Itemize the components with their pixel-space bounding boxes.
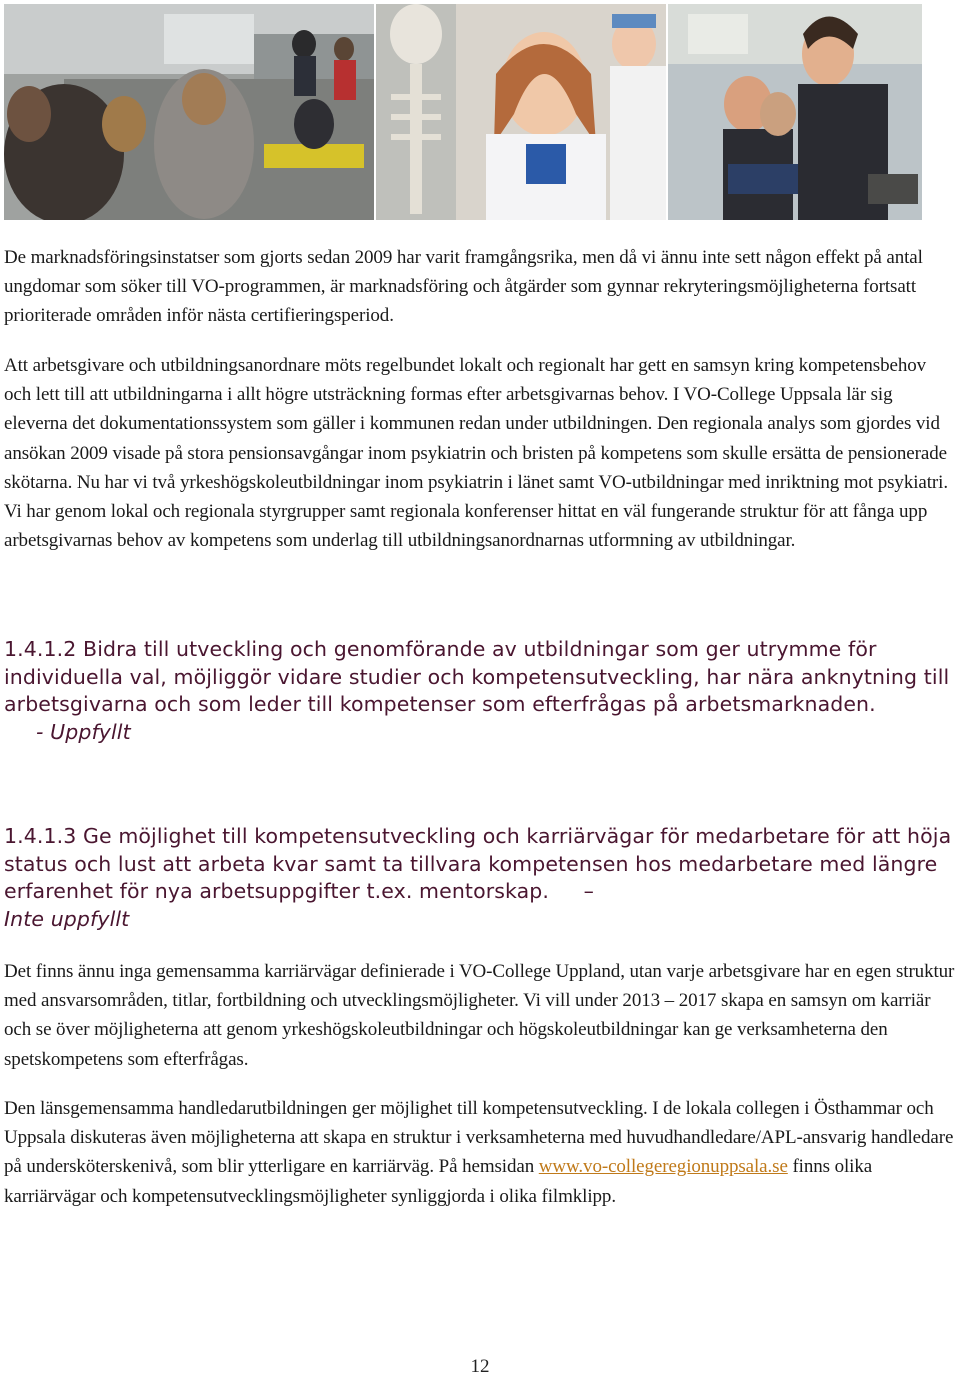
photo-classroom-first-aid (4, 4, 374, 220)
criterion-status: Inte uppfyllt (4, 906, 130, 931)
criterion-text: 1.4.1.2 Bidra till utveckling och genomförande av utbildningar som ger utrymme för individuella val, möjliggör vidare studier och kompetensutveckling, har nära anknytning till arbetsgivarna och som leder till kompetenser som efterfrågas på arbetsmarknaden. (4, 637, 950, 716)
criterion-text: 1.4.1.3 Ge möjlighet till kompetensutveckling och karriärvägar för medarbetare för att höja status och lust att arbeta kvar samt ta tillvara kompetensen hos medarbetare med längre erfarenhet för nya arbetsuppgifter t.ex. mentorskap. (4, 824, 952, 903)
photo-student-skeleton (376, 4, 666, 220)
intro-paragraph: De marknadsföringsinstatser som gjorts sedan 2009 har varit framgångsrika, men då vi ännu inte sett någon effekt på antal ungdomar som söker till VO-programmen, är marknadsföring och åtgärder som gynnar rekryteringsmöjligheterna fortsatt prioriterade områden inför nästa certifieringsperiod. (4, 247, 923, 327)
criterion-heading-1-4-1-2 (4, 636, 958, 746)
photo-blood-pressure (668, 4, 922, 220)
paragraph-text-end: finns olika karriärvägar och kompetensutvecklingsmöjligheter synliggjorda i olika filmklipp. (4, 1156, 873, 1207)
criterion-heading-1-4-1-3 (4, 823, 958, 933)
website-link[interactable]: www.vo-collegeregionuppsala.se (538, 1156, 788, 1178)
collaboration-paragraph: Att arbetsgivare och utbildningsanordnare möts regelbundet lokalt och regionalt har gett en samsyn kring kompetensbehov och lett till att utbildningarna i allt högre utsträckning formas efter arbetsgivarnas behov. I VO-College Uppsala lär sig eleverna det dokumentationssystem som gäller i kommunen redan under utbildningen. Den regionala analys som gjordes vid ansökan 2009 visade på stora pensionsavgångar inom psykiatrin och bristen på kompetens som skulle ersätta de pensionerade skötarna. Nu har vi två yrkeshögskoleutbildningar inom psykiatrin i länet samt VO-utbildningar med inriktning mot psykiatri. Vi har genom lokal och regionala styrgrupper samt regionala konferenser hittat en väl fungerande struktur för att fånga upp arbetsgivarnas behov av kompetens som underlag till utbildningsanordnarnas utformning av utbildningar. (4, 355, 948, 552)
criterion-dash: – (583, 879, 595, 903)
page-number: 12 (470, 1356, 490, 1377)
supervisor-training-paragraph (4, 1094, 956, 1211)
career-paths-paragraph: Det finns ännu inga gemensamma karriärvägar definierade i VO-College Uppland, utan varje arbetsgivare har en egen struktur med ansvarsområden, titlar, fortbildning och utvecklingsmöjligheter. Vi vill under 2013 – 2017 skapa en samsyn om karriär och se över möjligheterna att genom yrkeshögskoleutbildningar och högskoleutbildningar kan ge verksamheterna den spetskompetens som efterfrågas. (4, 961, 955, 1070)
photo-strip (4, 4, 922, 220)
criterion-status: - Uppfyllt (36, 719, 131, 744)
paragraph-text-start: Den länsgemensamma handledarutbildningen ger möjlighet till kompetensutveckling. I de lokala collegen i Östhammar och Uppsala diskuteras även möjligheterna att skapa en struktur i verksamheterna med huvudhandledare/APL-ansvarig handledare på undersköterskenivå, som blir ytterligare en karriärväg. På hemsidan (4, 1098, 954, 1178)
